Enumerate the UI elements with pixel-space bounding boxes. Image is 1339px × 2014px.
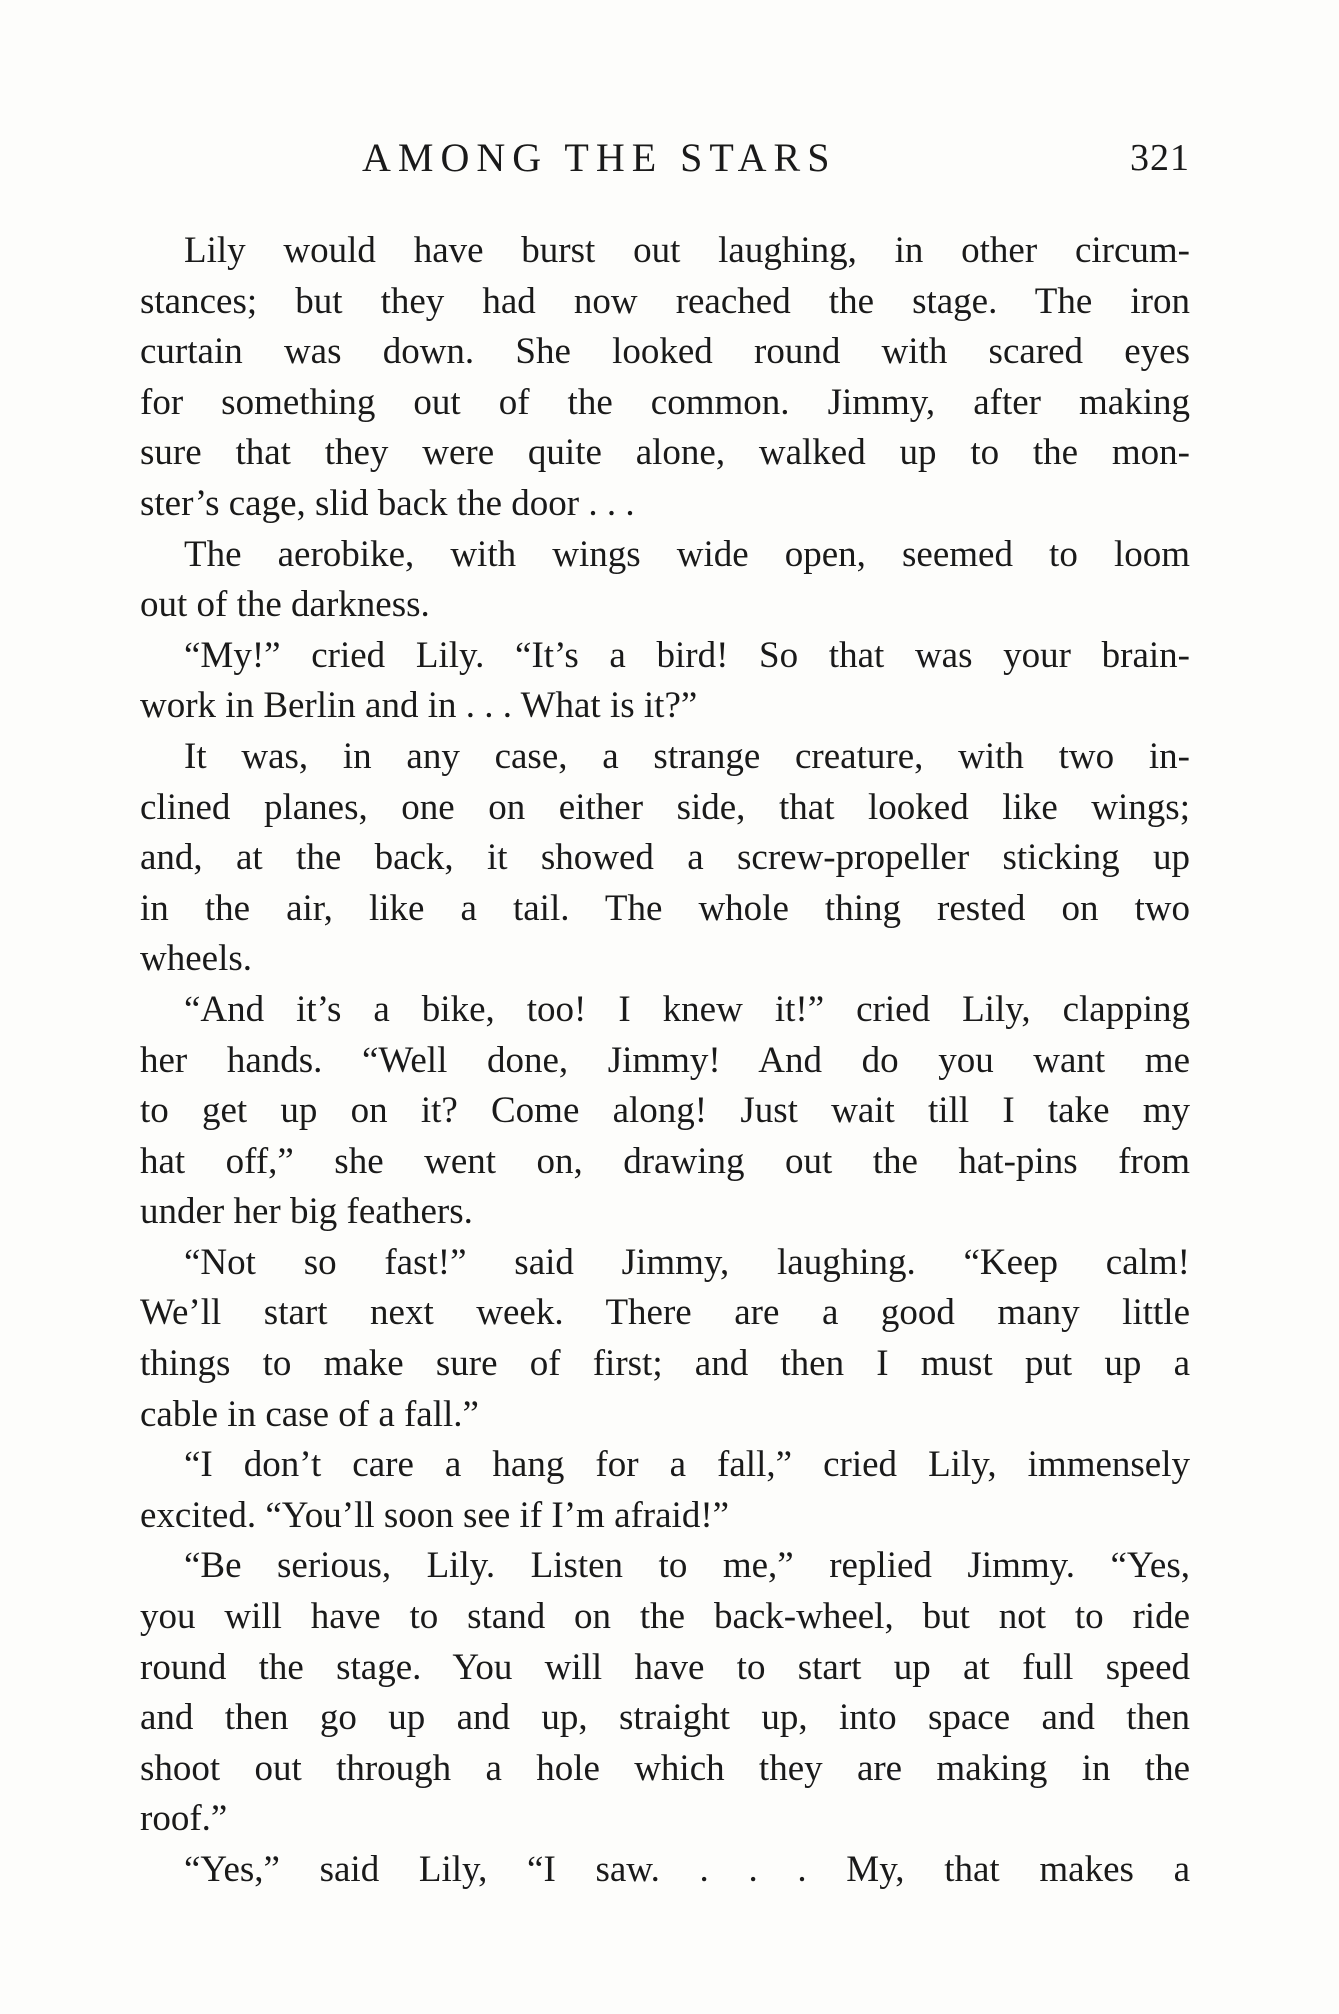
text-line: “Be serious, Lily. Listen to me,” replied Jimmy. “Yes, xyxy=(184,1545,1190,1587)
text-line: under her big feathers. xyxy=(140,1191,473,1233)
text-line: things to make sure of first; and then I must put up a xyxy=(140,1343,1190,1385)
text-line: “My!” cried Lily. “It’s a bird! So that was your brain- xyxy=(184,634,1190,676)
text-line: We’ll start next week. There are a good many little xyxy=(140,1292,1190,1334)
text-line: excited. “You’ll soon see if I’m afraid!” xyxy=(140,1494,730,1536)
page-number: 321 xyxy=(1130,137,1190,179)
text-line: round the stage. You will have to start up at full speed xyxy=(140,1646,1190,1688)
text-line: and then go up and up, straight up, into space and then xyxy=(140,1697,1190,1739)
text-line: “I don’t care a hang for a fall,” cried Lily, immensely xyxy=(184,1444,1190,1486)
text-line: curtain was down. She looked round with scared eyes xyxy=(140,331,1190,373)
text-line: “And it’s a bike, too! I knew it!” cried Lily, clapping xyxy=(184,988,1190,1030)
text-line: to get up on it? Come along! Just wait till I take my xyxy=(140,1090,1190,1132)
text-line: ster’s cage, slid back the door . . . xyxy=(140,482,635,524)
text-line: in the air, like a tail. The whole thing rested on two xyxy=(140,887,1190,929)
text-line: her hands. “Well done, Jimmy! And do you want me xyxy=(140,1039,1190,1081)
text-line: wheels. xyxy=(140,938,252,980)
text-line: Lily would have burst out laughing, in other circum- xyxy=(184,230,1190,271)
running-header xyxy=(140,128,1190,188)
text-line: work in Berlin and in . . . What is it?” xyxy=(140,685,698,727)
text-line: for something out of the common. Jimmy, after making xyxy=(140,381,1190,423)
text-line: and, at the back, it showed a screw-propeller sticking up xyxy=(140,837,1190,879)
text-line: out of the darkness. xyxy=(140,584,430,626)
text-line: sure that they were quite alone, walked up to the mon- xyxy=(140,432,1190,474)
text-line: It was, in any case, a strange creature, with two in- xyxy=(184,735,1190,777)
text-line: stances; but they had now reached the stage. The iron xyxy=(140,280,1190,322)
text-line: hat off,” she went on, drawing out the hat-pins from xyxy=(140,1140,1190,1182)
text-line: shoot out through a hole which they are making in the xyxy=(140,1747,1190,1789)
text-line: you will have to stand on the back-wheel, but not to ride xyxy=(140,1596,1190,1638)
text-line: “Yes,” said Lily, “I saw. . . . My, that makes a xyxy=(184,1849,1190,1890)
body-text xyxy=(140,226,1190,1896)
text-line: cable in case of a fall.” xyxy=(140,1393,479,1435)
text-line: “Not so fast!” said Jimmy, laughing. “Keep calm! xyxy=(184,1241,1190,1283)
text-line: clined planes, one on either side, that looked like wings; xyxy=(140,786,1190,828)
text-line: The aerobike, with wings wide open, seemed to loom xyxy=(184,533,1190,575)
running-title: AMONG THE STARS xyxy=(362,135,837,180)
text-line: roof.” xyxy=(140,1798,228,1840)
